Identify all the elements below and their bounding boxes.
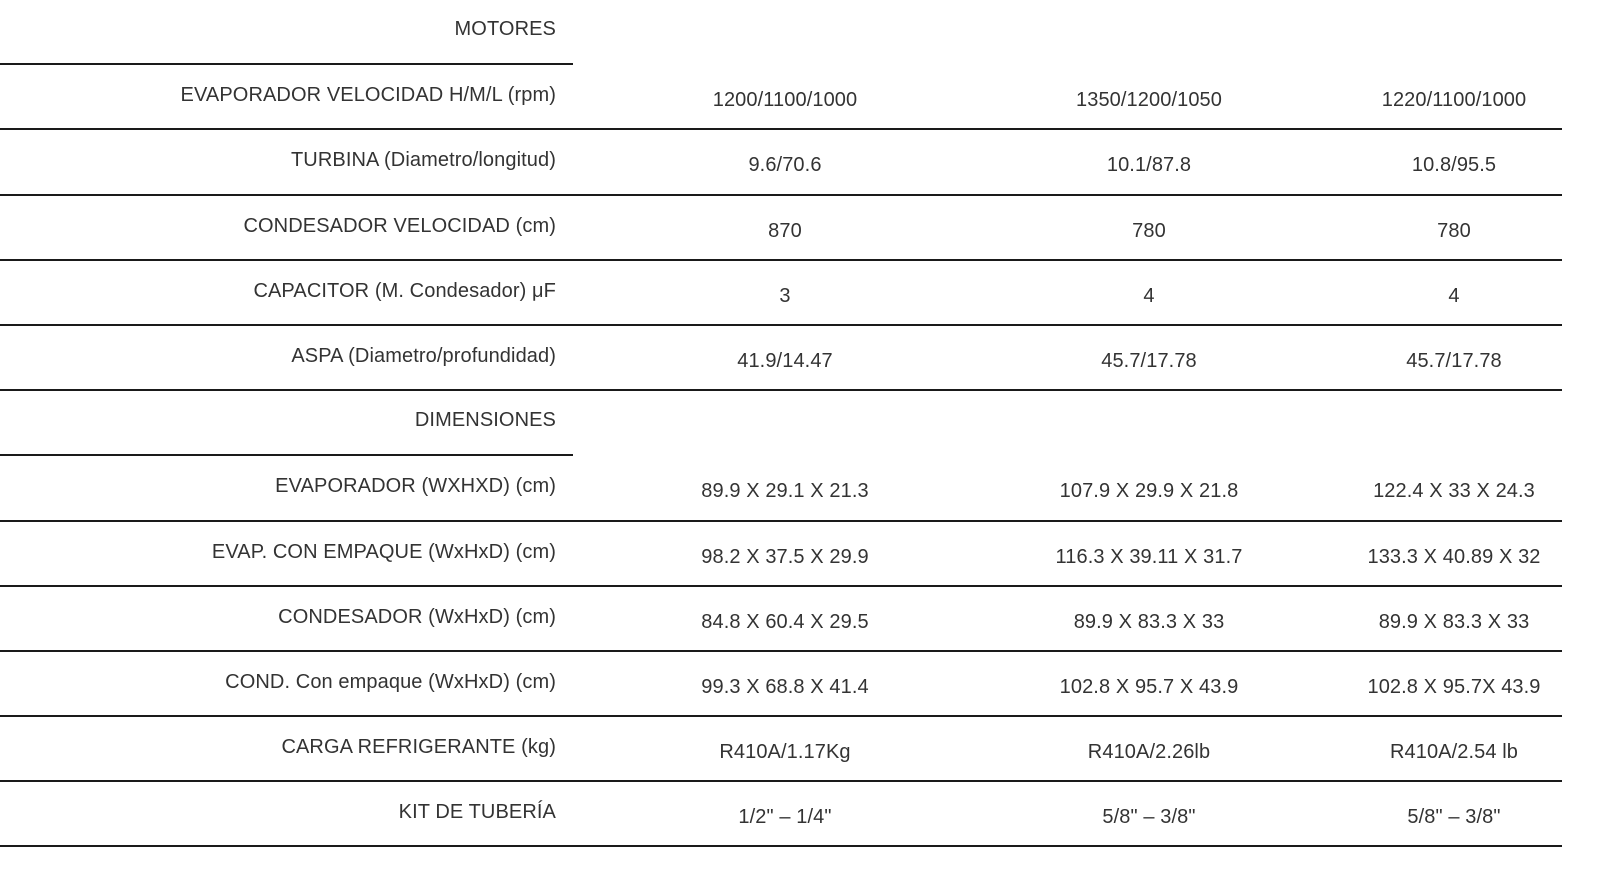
row-value-3: R410A/2.54 lb	[1389, 741, 1519, 764]
table-row	[0, 587, 1606, 652]
row-value-1: 1/2" – 1/4"	[738, 806, 832, 829]
table-row	[0, 130, 1606, 195]
row-label: CONDESADOR (WxHxD) (cm)	[278, 605, 556, 628]
row-value-1: 3	[779, 284, 791, 307]
table-row	[0, 196, 1606, 261]
section-title: DIMENSIONES	[414, 409, 556, 432]
row-value-2: 107.9 X 29.9 X 21.8	[1059, 480, 1239, 503]
table-row	[0, 717, 1606, 782]
row-value-3: 45.7/17.78	[1406, 350, 1502, 373]
row-value-1: 41.9/14.47	[737, 350, 833, 373]
table-row	[0, 782, 1606, 847]
row-value-3: 780	[1437, 219, 1471, 242]
row-value-2: 1350/1200/1050	[1076, 89, 1222, 112]
table-row	[0, 326, 1606, 391]
table-row	[0, 261, 1606, 326]
row-value-2: 102.8 X 95.7 X 43.9	[1059, 675, 1239, 698]
row-value-2: 10.1/87.8	[1106, 154, 1192, 177]
row-label: EVAP. CON EMPAQUE (WxHxD) (cm)	[211, 540, 556, 563]
row-label: TURBINA (Diametro/longitud)	[290, 149, 556, 172]
row-value-2: R410A/2.26lb	[1087, 741, 1211, 764]
row-value-3: 10.8/95.5	[1411, 154, 1497, 177]
row-label: ASPA (Diametro/profundidad)	[291, 345, 556, 368]
row-value-2: 116.3 X 39.11 X 31.7	[1055, 545, 1243, 568]
row-value-2: 5/8" – 3/8"	[1102, 806, 1196, 829]
section-header-dimensiones	[0, 391, 1606, 456]
row-value-1: 99.3 X 68.8 X 41.4	[701, 675, 869, 698]
row-value-1: 84.8 X 60.4 X 29.5	[701, 610, 869, 633]
row-divider	[0, 845, 1562, 847]
row-value-1: 1200/1100/1000	[712, 89, 858, 112]
table-row	[0, 522, 1606, 587]
row-label: EVAPORADOR VELOCIDAD H/M/L (rpm)	[180, 84, 556, 107]
row-value-1: 870	[768, 219, 802, 242]
row-value-2: 89.9 X 83.3 X 33	[1073, 610, 1225, 633]
section-title: MOTORES	[454, 18, 556, 41]
row-value-1: 89.9 X 29.1 X 21.3	[701, 480, 869, 503]
table-row	[0, 65, 1606, 130]
row-value-3: 102.8 X 95.7X 43.9	[1367, 675, 1541, 698]
row-value-2: 4	[1143, 284, 1155, 307]
row-value-3: 133.3 X 40.89 X 32	[1367, 545, 1541, 568]
section-header-motores	[0, 0, 1606, 65]
row-value-1: 9.6/70.6	[748, 154, 822, 177]
row-value-3: 1220/1100/1000	[1381, 89, 1527, 112]
row-label: CONDESADOR VELOCIDAD (cm)	[243, 214, 556, 237]
row-value-2: 45.7/17.78	[1101, 350, 1197, 373]
row-value-3: 5/8" – 3/8"	[1407, 806, 1501, 829]
row-value-1: R410A/1.17Kg	[719, 741, 851, 764]
row-label: KIT DE TUBERÍA	[398, 801, 556, 824]
row-label: CARGA REFRIGERANTE (kg)	[281, 736, 556, 759]
row-value-2: 780	[1132, 219, 1166, 242]
row-value-3: 4	[1448, 284, 1460, 307]
row-label: CAPACITOR (M. Condesador) μF	[253, 279, 556, 302]
row-label: COND. Con empaque (WxHxD) (cm)	[225, 670, 556, 693]
row-value-1: 98.2 X 37.5 X 29.9	[701, 545, 869, 568]
row-value-3: 89.9 X 83.3 X 33	[1378, 610, 1530, 633]
table-row	[0, 652, 1606, 717]
row-label: EVAPORADOR (WXHXD) (cm)	[275, 475, 556, 498]
table-row	[0, 456, 1606, 521]
row-value-3: 122.4 X 33 X 24.3	[1373, 480, 1535, 503]
